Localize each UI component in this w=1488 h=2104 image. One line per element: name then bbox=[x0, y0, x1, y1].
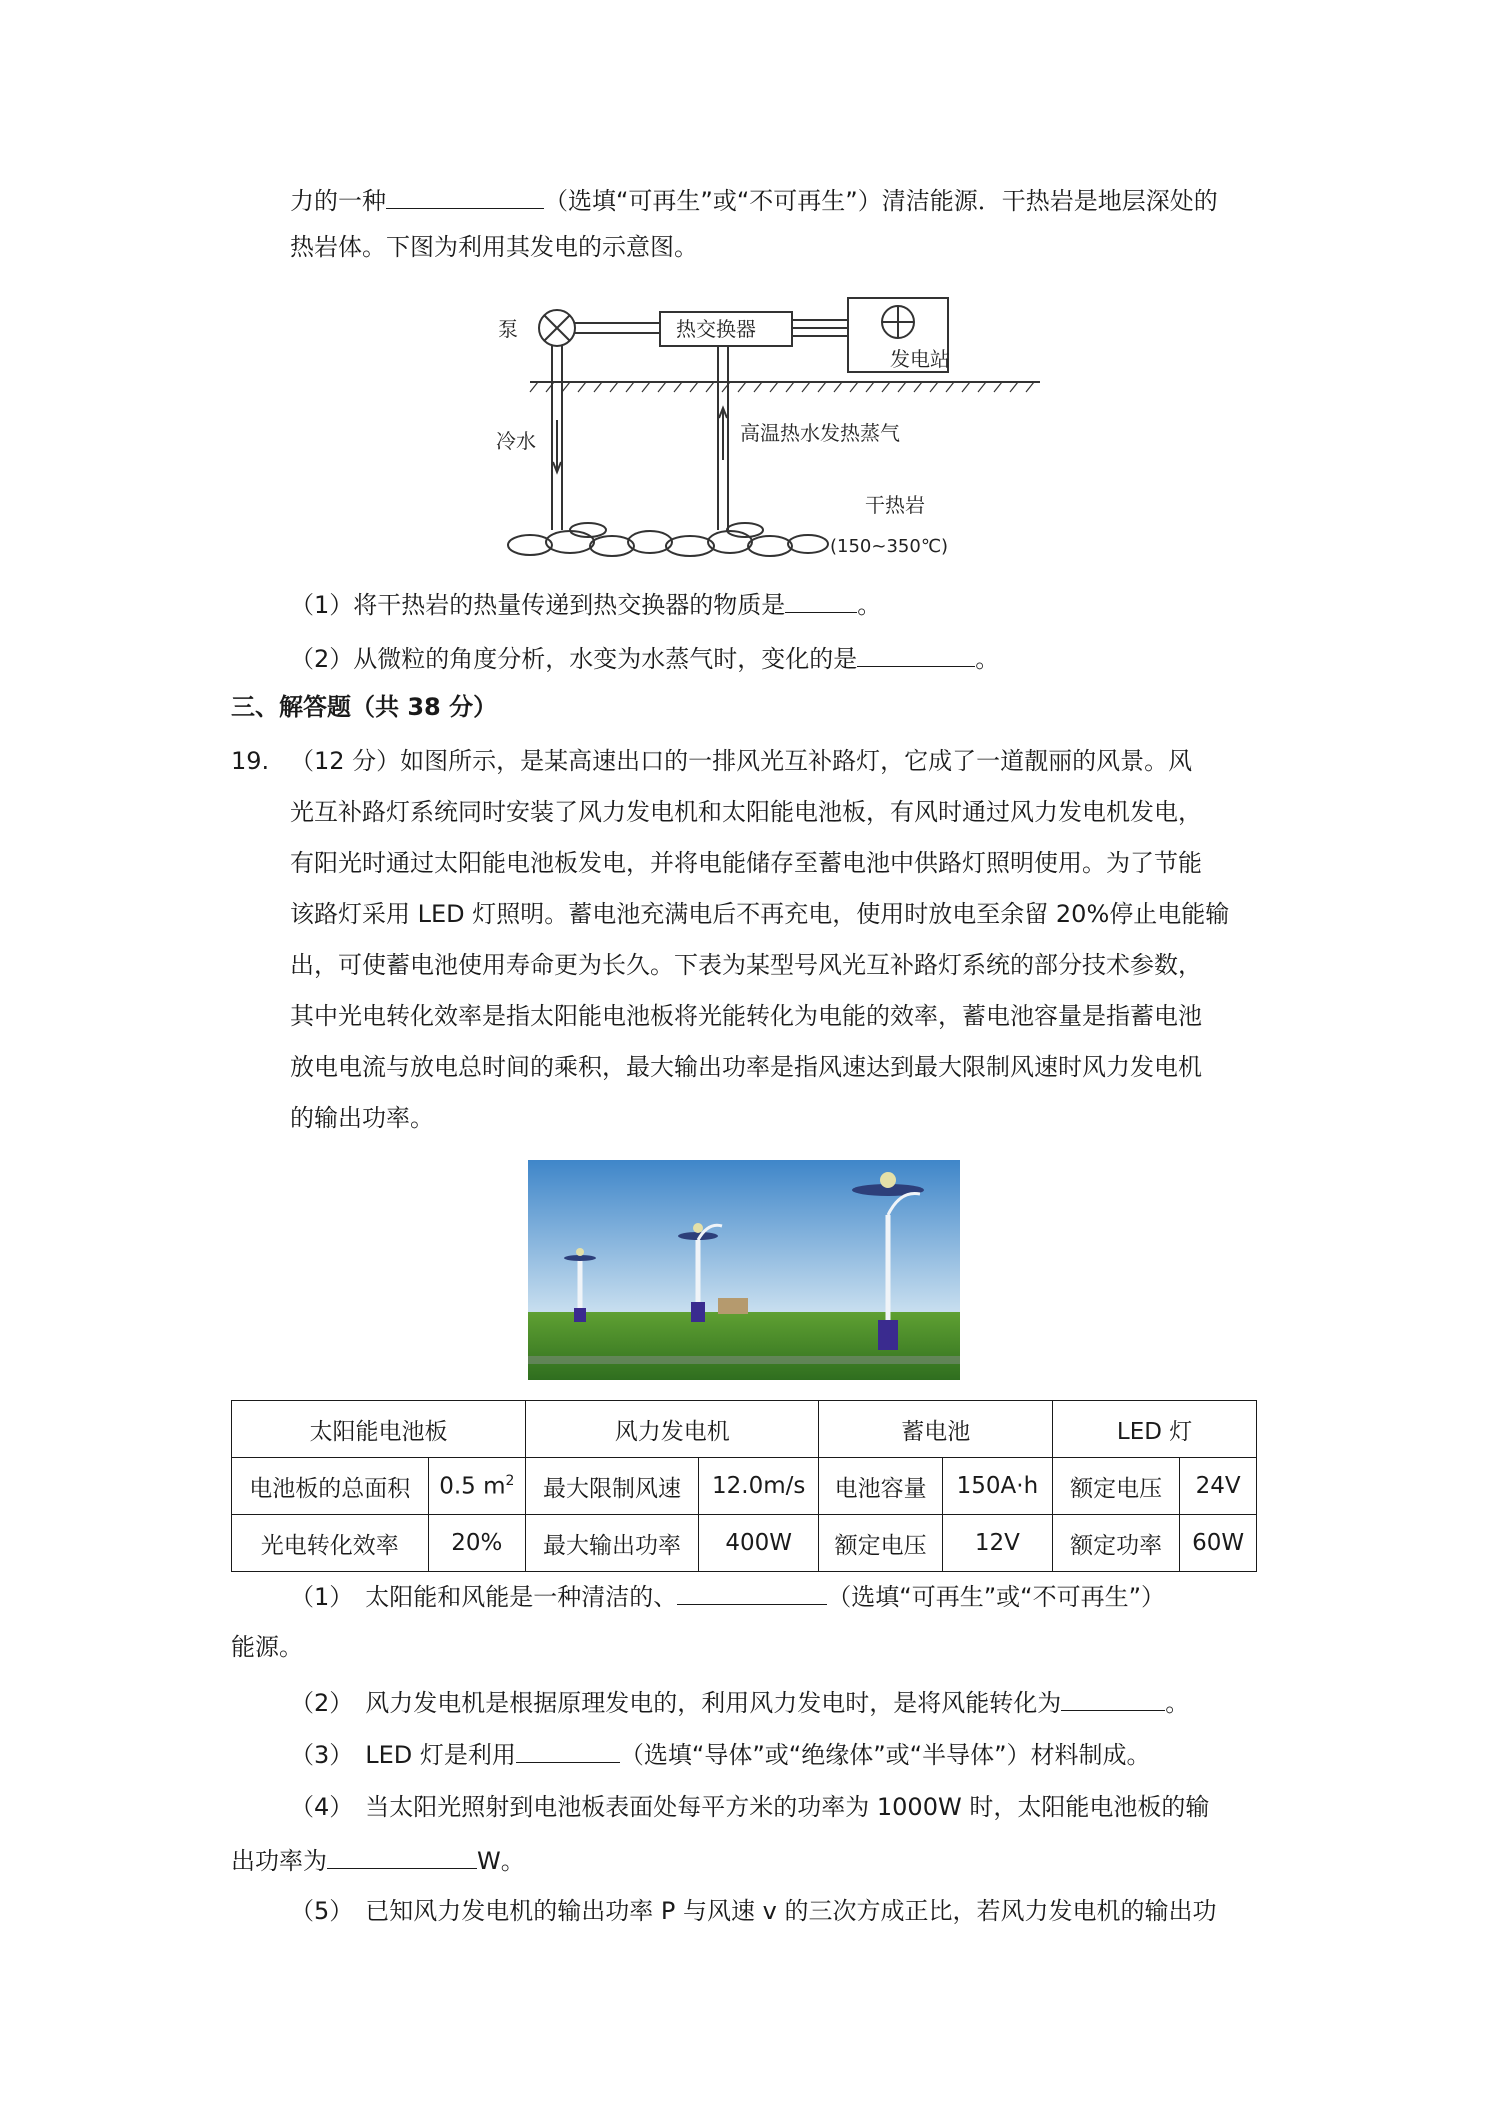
q18-part1: （1）将干热岩的热量传递到热交换器的物质是 。 bbox=[290, 586, 881, 622]
hot-dry-rock-power-diagram bbox=[490, 290, 1050, 570]
table-row bbox=[232, 1515, 1257, 1572]
table-cell: 150A·h bbox=[942, 1458, 1052, 1515]
table-header: 太阳能电池板 bbox=[232, 1401, 526, 1458]
station-label: 发电站 bbox=[890, 347, 950, 371]
q19-line: 出，可使蓄电池使用寿命更为长久。下表为某型号风光互补路灯系统的部分技术参数， bbox=[290, 951, 1202, 979]
intro-line-1 bbox=[290, 182, 1218, 218]
answer-blank[interactable] bbox=[1061, 1684, 1165, 1711]
q19-number: 19. bbox=[231, 747, 270, 775]
table-cell: 额定电压 bbox=[1053, 1458, 1180, 1515]
question-3: （3） LED 灯是利用 （选填“导体”或“绝缘体”或“半导体”）材料制成。 bbox=[290, 1736, 1151, 1772]
table-cell: 24V bbox=[1180, 1458, 1257, 1515]
question-4-cont: 出功率为 W。 bbox=[231, 1842, 525, 1878]
q19-line: 其中光电转化效率是指太阳能电池板将光能转化为电能的效率，蓄电池容量是指蓄电池 bbox=[290, 1002, 1202, 1030]
question-1: （1） 太阳能和风能是一种清洁的、 （选填“可再生”或“不可再生”） bbox=[290, 1578, 1165, 1614]
answer-blank[interactable] bbox=[516, 1736, 620, 1763]
pump-label: 泵 bbox=[498, 317, 518, 341]
question-5: （5） 已知风力发电机的输出功率 P 与风速 v 的三次方成正比，若风力发电机的输出功 bbox=[290, 1897, 1217, 1925]
table-cell: 光电转化效率 bbox=[232, 1515, 429, 1572]
table-cell: 电池板的总面积 bbox=[232, 1458, 429, 1515]
q19-line: （12 分）如图所示，是某高速出口的一排风光互补路灯，它成了一道靓丽的风景。风 bbox=[290, 747, 1193, 775]
question-1-cont: 能源。 bbox=[231, 1633, 303, 1661]
intro-text-b: （选填“可再生”或“不可再生”）清洁能源．干热岩是地层深处的 bbox=[544, 187, 1218, 215]
intro-text-a: 力的一种 bbox=[290, 187, 386, 215]
section-heading: 三、解答题（共 38 分） bbox=[231, 693, 498, 721]
table-cell: 0.5 $m^2$ bbox=[428, 1458, 525, 1515]
exchanger-label: 热交换器 bbox=[676, 317, 756, 341]
table-cell: 12.0m/s bbox=[698, 1458, 818, 1515]
table-cell: 20% bbox=[428, 1515, 525, 1572]
q19-line: 放电电流与放电总时间的乘积，最大输出功率是指风速达到最大限制风速时风力发电机 bbox=[290, 1053, 1202, 1081]
answer-blank[interactable] bbox=[785, 586, 857, 613]
table-cell: 12V bbox=[942, 1515, 1052, 1572]
question-4: （4） 当太阳光照射到电池板表面处每平方米的功率为 1000W 时，太阳能电池板的输 bbox=[290, 1793, 1210, 1821]
answer-blank[interactable] bbox=[327, 1842, 477, 1869]
q19-line: 的输出功率。 bbox=[290, 1104, 434, 1132]
street-lamp-photo bbox=[528, 1160, 960, 1380]
table-row bbox=[232, 1458, 1257, 1515]
q19-line: 光互补路灯系统同时安装了风力发电机和太阳能电池板，有风时通过风力发电机发电， bbox=[290, 798, 1202, 826]
hot-water-label: 高温热水发热蒸气 bbox=[740, 421, 900, 445]
cold-water-label: 冷水 bbox=[496, 429, 536, 453]
answer-blank[interactable] bbox=[857, 640, 975, 667]
table-header: LED 灯 bbox=[1053, 1401, 1257, 1458]
intro-line-2: 热岩体。下图为利用其发电的示意图。 bbox=[290, 233, 698, 261]
q19-line: 该路灯采用 LED 灯照明。蓄电池充满电后不再充电，使用时放电至余留 20%停止电能输 bbox=[290, 900, 1230, 928]
q19-line: 有阳光时通过太阳能电池板发电，并将电能储存至蓄电池中供路灯照明使用。为了节能 bbox=[290, 849, 1202, 877]
table-cell: 额定功率 bbox=[1053, 1515, 1180, 1572]
table-cell: 60W bbox=[1180, 1515, 1257, 1572]
table-header: 蓄电池 bbox=[819, 1401, 1053, 1458]
table-cell: 400W bbox=[698, 1515, 818, 1572]
rock-label: 干热岩 bbox=[865, 493, 925, 517]
answer-blank[interactable] bbox=[677, 1578, 827, 1605]
table-cell: 最大输出功率 bbox=[526, 1515, 699, 1572]
q18-part2: （2）从微粒的角度分析，水变为水蒸气时，变化的是 。 bbox=[290, 640, 999, 676]
spec-table bbox=[231, 1400, 1257, 1572]
table-header-row bbox=[232, 1401, 1257, 1458]
table-header: 风力发电机 bbox=[526, 1401, 819, 1458]
table-cell: 最大限制风速 bbox=[526, 1458, 699, 1515]
answer-blank[interactable] bbox=[386, 182, 544, 209]
table-cell: 电池容量 bbox=[819, 1458, 942, 1515]
table-cell: 额定电压 bbox=[819, 1515, 942, 1572]
rock-temp-label: (150~350℃) bbox=[830, 536, 949, 557]
question-2: （2） 风力发电机是根据原理发电的，利用风力发电时，是将风能转化为 。 bbox=[290, 1684, 1189, 1720]
